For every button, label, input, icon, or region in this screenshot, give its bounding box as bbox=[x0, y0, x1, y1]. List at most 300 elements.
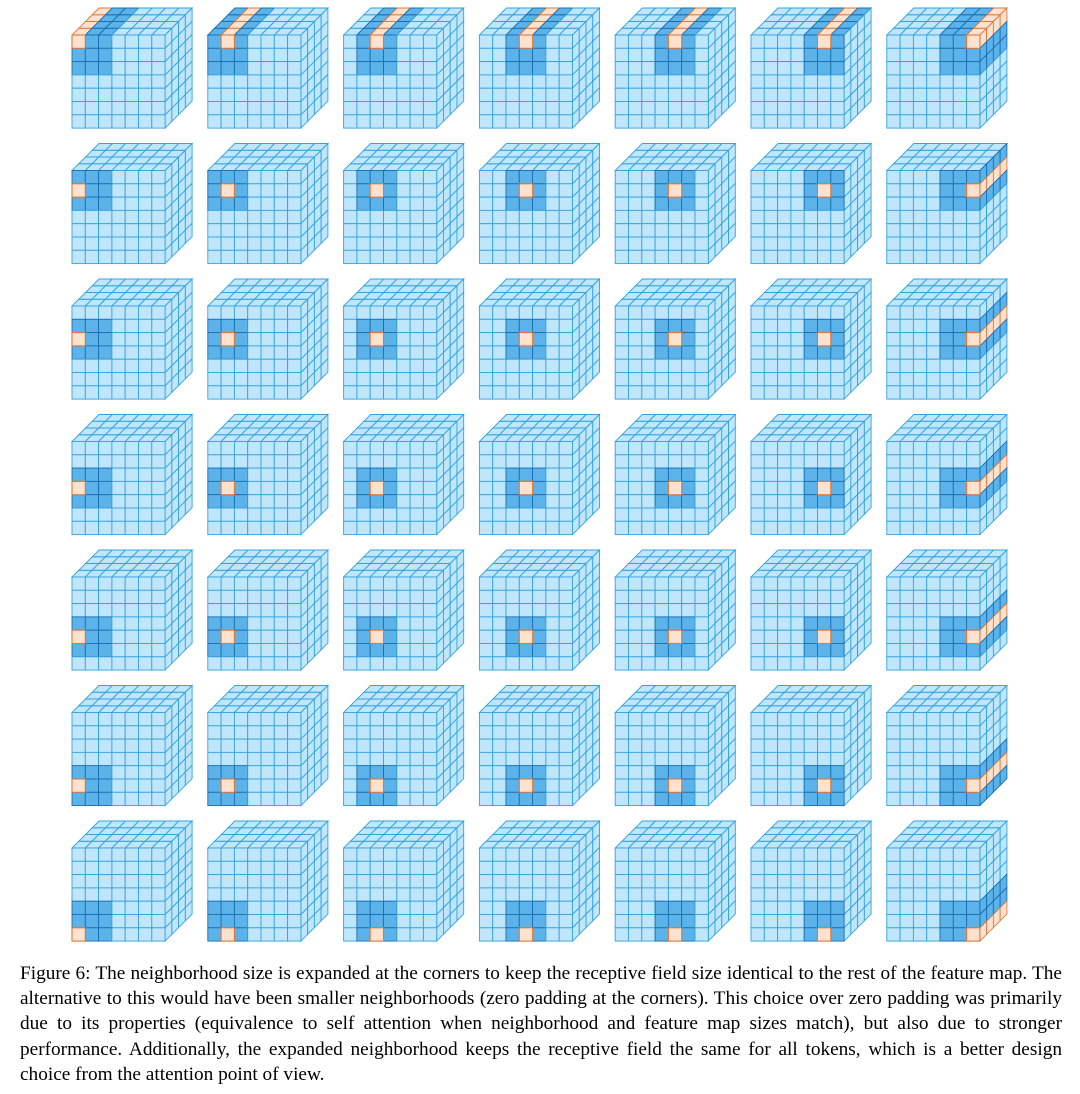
front-face-cell bbox=[900, 617, 913, 630]
front-face-cell bbox=[370, 306, 383, 319]
front-face-cell bbox=[953, 386, 966, 399]
neighborhood-cell bbox=[818, 792, 831, 805]
front-face-cell bbox=[72, 875, 85, 888]
front-face-cell bbox=[751, 644, 764, 657]
neighborhood-cell bbox=[506, 779, 519, 792]
front-face-cell bbox=[546, 495, 559, 508]
front-face-cell bbox=[533, 306, 546, 319]
front-face-cell bbox=[99, 888, 112, 901]
front-face-cell bbox=[506, 359, 519, 372]
front-face-cell bbox=[112, 915, 125, 928]
front-face-cell bbox=[642, 102, 655, 115]
front-face-cell bbox=[261, 617, 274, 630]
query-cell-outline bbox=[668, 779, 681, 792]
front-face-cell bbox=[344, 508, 357, 521]
front-face-cell bbox=[125, 766, 138, 779]
front-face-cell bbox=[479, 333, 492, 346]
front-face-cell bbox=[778, 713, 791, 726]
front-face-cell bbox=[791, 590, 804, 603]
front-face-cell bbox=[940, 102, 953, 115]
front-face-cell bbox=[493, 171, 506, 184]
front-face-cell bbox=[152, 102, 165, 115]
front-face-cell bbox=[479, 237, 492, 250]
front-face-cell bbox=[125, 739, 138, 752]
front-face-cell bbox=[152, 861, 165, 874]
front-face-cell bbox=[85, 848, 98, 861]
neighborhood-cell bbox=[99, 333, 112, 346]
neighborhood-cell bbox=[682, 617, 695, 630]
front-face-cell bbox=[410, 508, 423, 521]
front-face-cell bbox=[791, 333, 804, 346]
neighborhood-cell bbox=[221, 346, 234, 359]
front-face-cell bbox=[695, 577, 708, 590]
front-face-cell bbox=[410, 35, 423, 48]
front-face-cell bbox=[423, 319, 436, 332]
front-face-cell bbox=[423, 333, 436, 346]
front-face-cell bbox=[234, 861, 247, 874]
front-face-cell bbox=[751, 319, 764, 332]
neighborhood-cell bbox=[818, 319, 831, 332]
front-face-cell bbox=[234, 590, 247, 603]
front-face-cell bbox=[751, 35, 764, 48]
front-face-cell bbox=[357, 373, 370, 386]
front-face-cell bbox=[913, 115, 926, 128]
front-face-cell bbox=[208, 726, 221, 739]
front-face-cell bbox=[493, 604, 506, 617]
front-face-cell bbox=[72, 75, 85, 88]
neighborhood-cell bbox=[208, 481, 221, 494]
front-face-cell bbox=[629, 319, 642, 332]
neighborhood-cell bbox=[655, 495, 668, 508]
neighborhood-cell bbox=[804, 766, 817, 779]
front-face-cell bbox=[831, 102, 844, 115]
front-face-cell bbox=[751, 657, 764, 670]
front-face-cell bbox=[370, 373, 383, 386]
front-face-cell bbox=[519, 508, 532, 521]
neighborhood-cell bbox=[384, 48, 397, 61]
front-face-cell bbox=[384, 250, 397, 263]
front-face-cell bbox=[370, 590, 383, 603]
front-face-cell bbox=[559, 62, 572, 75]
front-face-cell bbox=[900, 346, 913, 359]
front-face-cell bbox=[479, 779, 492, 792]
neighborhood-cell bbox=[533, 468, 546, 481]
front-face-cell bbox=[913, 590, 926, 603]
front-face-cell bbox=[559, 901, 572, 914]
front-face-cell bbox=[668, 115, 681, 128]
front-face-cell bbox=[615, 455, 628, 468]
front-face-cell bbox=[764, 590, 777, 603]
front-face-cell bbox=[384, 373, 397, 386]
front-face-cell bbox=[818, 306, 831, 319]
front-face-cell bbox=[221, 373, 234, 386]
front-face-cell bbox=[629, 875, 642, 888]
neighborhood-cell bbox=[384, 630, 397, 643]
front-face-cell bbox=[804, 306, 817, 319]
neighborhood-cell bbox=[953, 481, 966, 494]
front-face-cell bbox=[778, 577, 791, 590]
front-face-cell bbox=[629, 630, 642, 643]
query-cell-outline bbox=[370, 928, 383, 941]
front-face-cell bbox=[778, 442, 791, 455]
neighborhood-cell bbox=[208, 48, 221, 61]
front-face-cell bbox=[927, 171, 940, 184]
front-face-cell bbox=[927, 48, 940, 61]
front-face-cell bbox=[519, 75, 532, 88]
front-face-cell bbox=[344, 115, 357, 128]
front-face-cell bbox=[493, 197, 506, 210]
front-face-cell bbox=[423, 346, 436, 359]
front-face-cell bbox=[85, 102, 98, 115]
front-face-cell bbox=[397, 915, 410, 928]
neighborhood-cell bbox=[831, 62, 844, 75]
front-face-cell bbox=[152, 508, 165, 521]
front-face-cell bbox=[397, 726, 410, 739]
front-face-cell bbox=[519, 250, 532, 263]
front-face-cell bbox=[927, 481, 940, 494]
front-face-cell bbox=[410, 604, 423, 617]
front-face-cell bbox=[72, 115, 85, 128]
neighborhood-cell bbox=[953, 346, 966, 359]
neighborhood-cell bbox=[234, 184, 247, 197]
front-face-cell bbox=[125, 617, 138, 630]
front-face-cell bbox=[642, 306, 655, 319]
front-face-cell bbox=[967, 250, 980, 263]
neighborhood-cell bbox=[208, 346, 221, 359]
front-face-cell bbox=[940, 115, 953, 128]
front-face-cell bbox=[479, 495, 492, 508]
neighborhood-cell bbox=[208, 197, 221, 210]
front-face-cell bbox=[112, 333, 125, 346]
front-face-cell bbox=[533, 102, 546, 115]
front-face-cell bbox=[112, 306, 125, 319]
front-face-cell bbox=[546, 333, 559, 346]
front-face-cell bbox=[642, 468, 655, 481]
front-face-cell bbox=[682, 359, 695, 372]
front-face-cell bbox=[682, 521, 695, 534]
front-face-cell bbox=[479, 88, 492, 101]
front-face-cell bbox=[344, 171, 357, 184]
front-face-cell bbox=[288, 644, 301, 657]
front-face-cell bbox=[288, 386, 301, 399]
front-face-cell bbox=[397, 442, 410, 455]
front-face-cell bbox=[72, 210, 85, 223]
neighborhood-cell bbox=[99, 171, 112, 184]
front-face-cell bbox=[764, 521, 777, 534]
front-face-cell bbox=[927, 590, 940, 603]
front-face-cell bbox=[764, 468, 777, 481]
query-cell-outline bbox=[967, 184, 980, 197]
front-face-cell bbox=[479, 928, 492, 941]
query-cell-outline bbox=[519, 184, 532, 197]
front-face-cell bbox=[397, 468, 410, 481]
front-face-cell bbox=[519, 657, 532, 670]
front-face-cell bbox=[261, 373, 274, 386]
front-face-cell bbox=[357, 888, 370, 901]
front-face-cell bbox=[764, 346, 777, 359]
front-face-cell bbox=[274, 237, 287, 250]
neighborhood-cell bbox=[804, 468, 817, 481]
front-face-cell bbox=[370, 577, 383, 590]
front-face-cell bbox=[887, 35, 900, 48]
front-face-cell bbox=[913, 333, 926, 346]
front-face-cell bbox=[519, 359, 532, 372]
front-face-cell bbox=[506, 888, 519, 901]
neighborhood-cell bbox=[506, 630, 519, 643]
front-face-cell bbox=[125, 521, 138, 534]
front-face-cell bbox=[615, 62, 628, 75]
front-face-cell bbox=[629, 62, 642, 75]
front-face-cell bbox=[344, 657, 357, 670]
front-face-cell bbox=[248, 455, 261, 468]
front-face-cell bbox=[778, 115, 791, 128]
front-face-cell bbox=[629, 306, 642, 319]
front-face-cell bbox=[357, 713, 370, 726]
front-face-cell bbox=[479, 617, 492, 630]
front-face-cell bbox=[559, 346, 572, 359]
front-face-cell bbox=[208, 386, 221, 399]
front-face-cell bbox=[791, 644, 804, 657]
front-face-cell bbox=[261, 792, 274, 805]
front-face-cell bbox=[804, 359, 817, 372]
front-face-cell bbox=[668, 875, 681, 888]
front-face-cell bbox=[397, 333, 410, 346]
front-face-cell bbox=[384, 861, 397, 874]
front-face-cell bbox=[397, 250, 410, 263]
front-face-cell bbox=[927, 102, 940, 115]
front-face-cell bbox=[533, 577, 546, 590]
front-face-cell bbox=[831, 373, 844, 386]
front-face-cell bbox=[479, 481, 492, 494]
front-face-cell bbox=[804, 726, 817, 739]
front-face-cell bbox=[967, 75, 980, 88]
front-face-cell bbox=[751, 481, 764, 494]
front-face-cell bbox=[112, 888, 125, 901]
front-face-cell bbox=[533, 713, 546, 726]
front-face-cell bbox=[695, 590, 708, 603]
front-face-cell bbox=[423, 521, 436, 534]
front-face-cell bbox=[913, 766, 926, 779]
front-face-cell bbox=[370, 250, 383, 263]
front-face-cell bbox=[125, 901, 138, 914]
query-cell-outline bbox=[370, 481, 383, 494]
front-face-cell bbox=[940, 752, 953, 765]
neighborhood-cell bbox=[940, 197, 953, 210]
feature-map-cube bbox=[751, 279, 871, 399]
front-face-cell bbox=[629, 75, 642, 88]
front-face-cell bbox=[940, 726, 953, 739]
front-face-cell bbox=[778, 604, 791, 617]
front-face-cell bbox=[370, 875, 383, 888]
front-face-cell bbox=[85, 115, 98, 128]
front-face-cell bbox=[125, 481, 138, 494]
front-face-cell bbox=[546, 468, 559, 481]
front-face-cell bbox=[533, 604, 546, 617]
front-face-cell bbox=[546, 604, 559, 617]
front-face-cell bbox=[423, 35, 436, 48]
neighborhood-cell bbox=[519, 171, 532, 184]
front-face-cell bbox=[791, 171, 804, 184]
front-face-cell bbox=[397, 481, 410, 494]
front-face-cell bbox=[818, 102, 831, 115]
neighborhood-cell bbox=[221, 792, 234, 805]
front-face-cell bbox=[384, 713, 397, 726]
front-face-cell bbox=[559, 306, 572, 319]
front-face-cell bbox=[344, 468, 357, 481]
front-face-cell bbox=[493, 657, 506, 670]
front-face-cell bbox=[139, 590, 152, 603]
neighborhood-cell bbox=[99, 35, 112, 48]
front-face-cell bbox=[953, 590, 966, 603]
front-face-cell bbox=[615, 306, 628, 319]
front-face-cell bbox=[695, 792, 708, 805]
front-face-cell bbox=[559, 48, 572, 61]
front-face-cell bbox=[900, 171, 913, 184]
query-cell-outline bbox=[72, 333, 85, 346]
front-face-cell bbox=[642, 726, 655, 739]
front-face-cell bbox=[695, 224, 708, 237]
front-face-cell bbox=[751, 590, 764, 603]
neighborhood-cell bbox=[668, 62, 681, 75]
front-face-cell bbox=[559, 752, 572, 765]
front-face-cell bbox=[887, 442, 900, 455]
neighborhood-cell bbox=[506, 468, 519, 481]
front-face-cell bbox=[261, 508, 274, 521]
front-face-cell bbox=[234, 752, 247, 765]
front-face-cell bbox=[682, 577, 695, 590]
neighborhood-cell bbox=[519, 766, 532, 779]
front-face-cell bbox=[559, 184, 572, 197]
front-face-cell bbox=[642, 739, 655, 752]
neighborhood-cell bbox=[72, 792, 85, 805]
front-face-cell bbox=[384, 442, 397, 455]
front-face-cell bbox=[493, 644, 506, 657]
front-face-cell bbox=[900, 455, 913, 468]
front-face-cell bbox=[695, 521, 708, 534]
front-face-cell bbox=[778, 224, 791, 237]
front-face-cell bbox=[682, 115, 695, 128]
neighborhood-cell bbox=[357, 792, 370, 805]
front-face-cell bbox=[927, 455, 940, 468]
front-face-cell bbox=[274, 726, 287, 739]
front-face-cell bbox=[900, 250, 913, 263]
front-face-cell bbox=[913, 197, 926, 210]
front-face-cell bbox=[493, 848, 506, 861]
front-face-cell bbox=[152, 928, 165, 941]
front-face-cell bbox=[152, 739, 165, 752]
front-face-cell bbox=[668, 224, 681, 237]
front-face-cell bbox=[479, 726, 492, 739]
neighborhood-cell bbox=[99, 792, 112, 805]
front-face-cell bbox=[695, 373, 708, 386]
feature-map-cube bbox=[751, 144, 871, 264]
front-face-cell bbox=[506, 75, 519, 88]
feature-map-cube bbox=[887, 144, 1007, 264]
front-face-cell bbox=[410, 713, 423, 726]
front-face-cell bbox=[804, 590, 817, 603]
neighborhood-cell bbox=[208, 333, 221, 346]
front-face-cell bbox=[274, 875, 287, 888]
front-face-cell bbox=[791, 481, 804, 494]
front-face-cell bbox=[261, 88, 274, 101]
front-face-cell bbox=[357, 250, 370, 263]
front-face-cell bbox=[615, 766, 628, 779]
front-face-cell bbox=[112, 779, 125, 792]
query-cell-outline bbox=[818, 35, 831, 48]
front-face-cell bbox=[615, 237, 628, 250]
neighborhood-cell bbox=[85, 644, 98, 657]
front-face-cell bbox=[125, 792, 138, 805]
front-face-cell bbox=[668, 739, 681, 752]
front-face-cell bbox=[410, 848, 423, 861]
neighborhood-cell bbox=[370, 617, 383, 630]
front-face-cell bbox=[221, 739, 234, 752]
front-face-cell bbox=[221, 306, 234, 319]
front-face-cell bbox=[519, 102, 532, 115]
neighborhood-cell bbox=[357, 644, 370, 657]
front-face-cell bbox=[642, 210, 655, 223]
front-face-cell bbox=[384, 577, 397, 590]
neighborhood-cell bbox=[506, 495, 519, 508]
front-face-cell bbox=[112, 210, 125, 223]
front-face-cell bbox=[559, 224, 572, 237]
front-face-cell bbox=[791, 442, 804, 455]
front-face-cell bbox=[234, 442, 247, 455]
front-face-cell bbox=[967, 657, 980, 670]
front-face-cell bbox=[479, 306, 492, 319]
front-face-cell bbox=[112, 237, 125, 250]
neighborhood-cell bbox=[234, 48, 247, 61]
front-face-cell bbox=[615, 171, 628, 184]
front-face-cell bbox=[248, 726, 261, 739]
neighborhood-cell bbox=[99, 644, 112, 657]
front-face-cell bbox=[778, 495, 791, 508]
front-face-cell bbox=[139, 75, 152, 88]
front-face-cell bbox=[953, 726, 966, 739]
front-face-cell bbox=[479, 630, 492, 643]
neighborhood-cell bbox=[384, 171, 397, 184]
front-face-cell bbox=[695, 306, 708, 319]
front-face-cell bbox=[927, 250, 940, 263]
front-face-cell bbox=[384, 210, 397, 223]
front-face-cell bbox=[221, 102, 234, 115]
front-face-cell bbox=[208, 237, 221, 250]
front-face-cell bbox=[344, 739, 357, 752]
front-face-cell bbox=[112, 455, 125, 468]
front-face-cell bbox=[804, 386, 817, 399]
front-face-cell bbox=[655, 713, 668, 726]
neighborhood-cell bbox=[940, 617, 953, 630]
front-face-cell bbox=[900, 359, 913, 372]
front-face-cell bbox=[288, 48, 301, 61]
query-cell-outline bbox=[967, 481, 980, 494]
front-face-cell bbox=[479, 713, 492, 726]
front-face-cell bbox=[384, 521, 397, 534]
front-face-cell bbox=[546, 346, 559, 359]
feature-map-cube bbox=[615, 550, 735, 670]
front-face-cell bbox=[546, 508, 559, 521]
front-face-cell bbox=[655, 590, 668, 603]
front-face-cell bbox=[559, 102, 572, 115]
front-face-cell bbox=[99, 102, 112, 115]
front-face-cell bbox=[479, 577, 492, 590]
front-face-cell bbox=[85, 373, 98, 386]
front-face-cell bbox=[751, 792, 764, 805]
front-face-cell bbox=[546, 901, 559, 914]
front-face-cell bbox=[546, 657, 559, 670]
front-face-cell bbox=[953, 88, 966, 101]
front-face-cell bbox=[261, 224, 274, 237]
